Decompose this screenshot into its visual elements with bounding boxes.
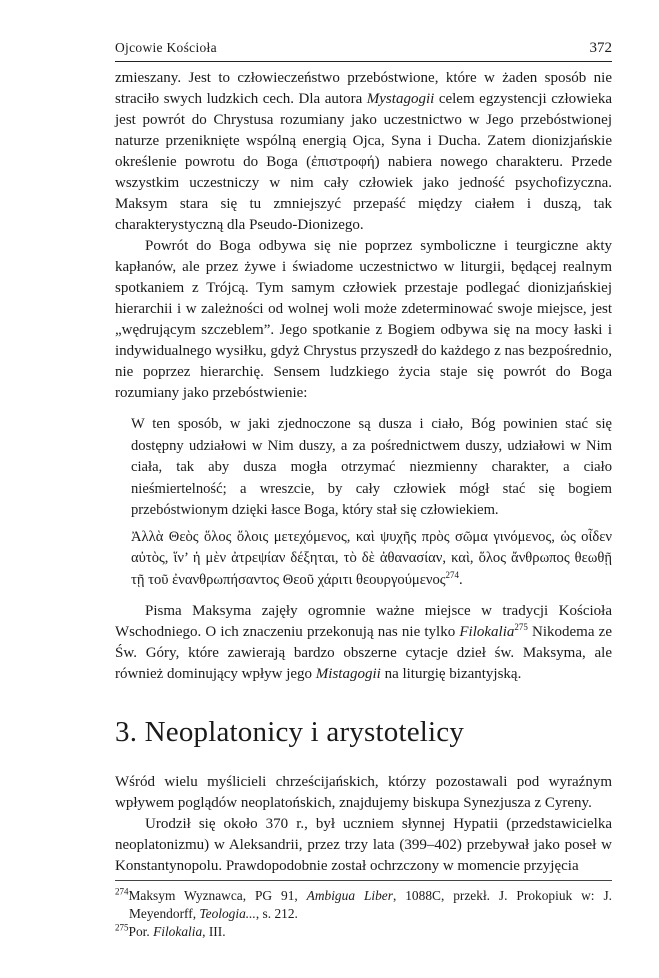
running-title: Ojcowie Kościoła (115, 40, 217, 55)
footnote-ref-275[interactable]: 275 (514, 622, 528, 632)
quote-greek-text: Ἀλλὰ Θεὸς ὅλος ὅλοις μετεχόμενος, καὶ ψυχῆς πρὸς σῶμα γινόμενος, ὡς οἶδεν αὐτὸς, ἵν’ ἡ μὲν ἀτρεψίαν δέξηται, τὸ δὲ ἀθανασίαν, καὶ, ὅλος ἄνθρωπος θεωθῇ τῇ τοῦ ἐνανθρωπήσαντος Θεοῦ χάριτι θεουργούμενος (131, 528, 612, 588)
footnote-text: Maksym Wyznawca, PG 91, (128, 888, 307, 903)
filokalia-title: Filokalia (153, 924, 203, 939)
running-header (115, 40, 612, 62)
paragraph-3-text-b: Nikodema ze Św. Góry, które zawierają bardzo obszerne cytacje dzieł św. Maksyma, ale również dominujący wpływ jego (115, 624, 612, 682)
paragraph-1-text-b: celem egzystencji człowieka jest powrót do Chrystusa rozumiany jako uczestnictwo w Jego przebóstwionej naturze przeniknięte wspólną energią Ojca, Syna i Ducha. Zatem dionizjańskie określenie powrotu do Boga (ἐπιστροφή) nabiera nowego charakteru. Przede wszystkim uczestniczy w nim cały człowiek jako jedność psychofizyczna. Maksym stara się tu zmniejszyć przepaść między ciałem i duszą, tak charakterystyczną dla Pseudo-Dionizego. (115, 91, 612, 233)
quote-greek: Ἀλλὰ Θεὸς ὅλος ὅλοις μετεχόμενος, καὶ ψυχῆς πρὸς σῶμα γινόμενος, ὡς οἶδεν αὐτὸς, ἵν’ ἡ μὲν ἀτρεψίαν δέξηται, τὸ δὲ ἀθανασίαν, καὶ, ὅλος ἄνθρωπος θεωθῇ τῇ τοῦ ἐνανθρωπήσαντος Θεοῦ χάριτι θεουργούμενος$^{274}$. (131, 528, 612, 588)
page-body (115, 40, 612, 877)
mistagogia-title: Mistagogii (315, 666, 381, 682)
footnote-text: Por. (128, 924, 154, 939)
paragraph-1-text-a: zmieszany. Jest to człowieczeństwo przebóstwione, które w żaden sposób nie straciło swych ludzkich cech. Dla autora (115, 70, 612, 107)
block-quote (131, 414, 612, 591)
paragraph-3-text-c: na liturgię bizantyjską. (380, 666, 522, 682)
footnote-275 (115, 923, 612, 941)
footnote-number: 275 (115, 922, 129, 933)
footnote-274 (115, 887, 612, 923)
paragraph-5: Urodził się około 370 r., był uczniem słynnej Hypatii (przedstawicielka neoplatonizmu) w Aleksandrii, przez trzy lata (399–402) przebywał jako poseł w Konstantynopolu. Prawdopodobnie został ochrzczony w momencie przyjęcia (115, 816, 612, 874)
paragraph-4: Wśród wielu myślicieli chrześcijańskich, którzy pozostawali pod wyraźnym wpływem poglądów neoplatońskich, znajdujemy biskupa Synezjusza z Cyreny. (115, 774, 612, 811)
page-number: 372 (589, 40, 612, 56)
section-heading: 3. Neoplatonicy i arystotelicy (115, 716, 465, 748)
paragraph-3 (115, 601, 612, 685)
footnote-text: , III. (202, 924, 226, 939)
footnotes (115, 880, 612, 941)
teologia-title: Teologia... (199, 906, 256, 921)
footnote-ref-274[interactable]: 274 (445, 569, 460, 580)
footnote-text: , s. 212. (255, 906, 298, 921)
mystagogia-title: Mystagogii (366, 91, 435, 107)
paragraph-2: Powrót do Boga odbywa się nie poprzez symboliczne i teurgiczne akty kapłanów, ale przez żywe i świadome uczestnictwo w liturgii, będącej realnym spotkaniem z Trójcą. Tym samym człowiek przestaje podlegać dionizjańskiej hierarchii i w zależności od wolnej woli może zdeterminować swoje miejsce, jest „wędrującym szczeblem”. Jego spotkanie z Bogiem odbywa się na mocy łaski i indywidualnego wysiłku, gdyż Chrystus przyszedł do każdego z nas bezpośrednio, nie poprzez hierarchię. Sensem ludzkiego życia staje się powrót do Boga rozumiany jako przebóstwienie: (115, 238, 612, 401)
footnote-number: 274 (115, 886, 129, 897)
ambigua-title: Ambigua Liber (306, 888, 393, 903)
footnote-text: , 1088C, przekł. J. Prokopiuk w: J. Meyendorff, (129, 888, 613, 921)
paragraph-3-text-a: Pisma Maksyma zajęły ogromnie ważne miejsce w tradycji Kościoła Wschodniego. O ich znaczeniu przekonują nas nie tylko (115, 603, 612, 640)
paragraph-1 (115, 68, 612, 236)
quote-polish: W ten sposób, w jaki zjednoczone są dusza i ciało, Bóg powinien stać się dostępny udziałowi w Nim duszy, a za pośrednictwem duszy, udziałowi w Nim ciała, tak aby dusza mogła otrzymać niezmienny charakter, a ciało nieśmiertelność; a wreszcie, by cały człowiek mógł stać się bogiem przebóstwionym dzięki łasce Boga, który stał się człowiekiem. (131, 416, 612, 518)
filokalia-title: Filokalia (459, 624, 515, 640)
